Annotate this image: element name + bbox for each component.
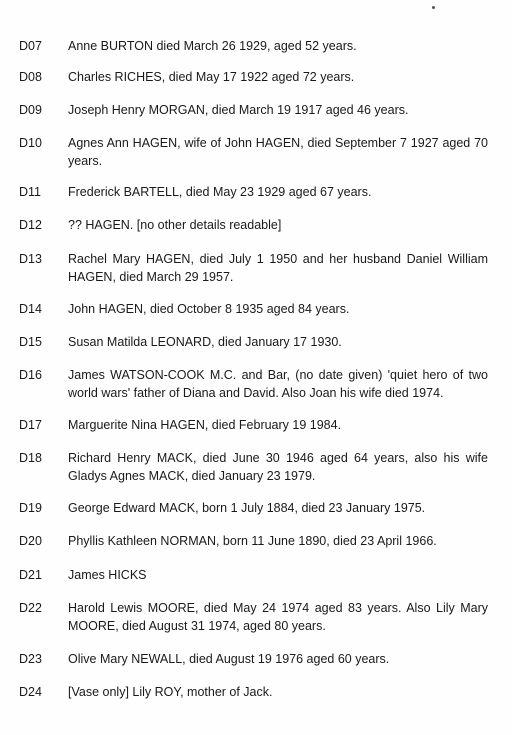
entry-text: Charles RICHES, died May 17 1922 aged 72 years. [68, 70, 355, 84]
entry-code: D22 [19, 601, 42, 615]
entry-code: D18 [19, 451, 42, 465]
entry-code: D20 [19, 534, 42, 548]
entry-code: D11 [19, 185, 42, 199]
entry-text: George Edward MACK, born 1 July 1884, died 23 January 1975. [68, 501, 426, 515]
entry-code: D19 [19, 501, 42, 515]
entry-text: James HICKS [68, 568, 147, 582]
entry-code: D13 [19, 252, 42, 266]
entry-text: Agnes Ann HAGEN, wife of John HAGEN, died September 7 1927 aged 70 years. [68, 136, 488, 168]
entry-code: D10 [19, 136, 42, 150]
entry-text: James WATSON-COOK M.C. and Bar, (no date given) 'quiet hero of two world wars' father of Diana and David. Also Joan his wife died 1974. [68, 368, 488, 400]
entry-text: Phyllis Kathleen NORMAN, born 11 June 1890, died 23 April 1966. [68, 534, 437, 548]
entry-code: D17 [19, 418, 42, 432]
entry-code: D16 [19, 368, 42, 382]
speck-mark [432, 6, 435, 9]
entry-code: D21 [19, 568, 42, 582]
entry-code: D14 [19, 302, 42, 316]
entry-text: John HAGEN, died October 8 1935 aged 84 years. [68, 302, 350, 316]
entry-text: Harold Lewis MOORE, died May 24 1974 aged 83 years. Also Lily Mary MOORE, died August 31 1974, aged 80 years. [68, 601, 488, 633]
entry-text: Olive Mary NEWALL, died August 19 1976 aged 60 years. [68, 652, 390, 666]
entry-text: ?? HAGEN. [no other details readable] [68, 218, 282, 232]
entry-code: D15 [19, 335, 42, 349]
entry-code: D24 [19, 685, 42, 699]
entry-text: Marguerite Nina HAGEN, died February 19 1984. [68, 418, 342, 432]
entry-text: Anne BURTON died March 26 1929, aged 52 years. [68, 39, 357, 53]
entry-text: Susan Matilda LEONARD, died January 17 1930. [68, 335, 342, 349]
entry-code: D09 [19, 103, 42, 117]
entry-text: Richard Henry MACK, died June 30 1946 aged 64 years, also his wife Gladys Agnes MACK, died January 23 1979. [68, 451, 488, 483]
entry-code: D07 [19, 39, 42, 53]
entry-text: [Vase only] Lily ROY, mother of Jack. [68, 685, 273, 699]
entry-text: Joseph Henry MORGAN, died March 19 1917 aged 46 years. [68, 103, 409, 117]
entry-code: D08 [19, 70, 42, 84]
entry-text: Frederick BARTELL, died May 23 1929 aged 67 years. [68, 185, 372, 199]
entry-code: D23 [19, 652, 42, 666]
entry-text: Rachel Mary HAGEN, died July 1 1950 and her husband Daniel William HAGEN, died March 29 1957. [68, 252, 488, 284]
entry-code: D12 [19, 218, 42, 232]
